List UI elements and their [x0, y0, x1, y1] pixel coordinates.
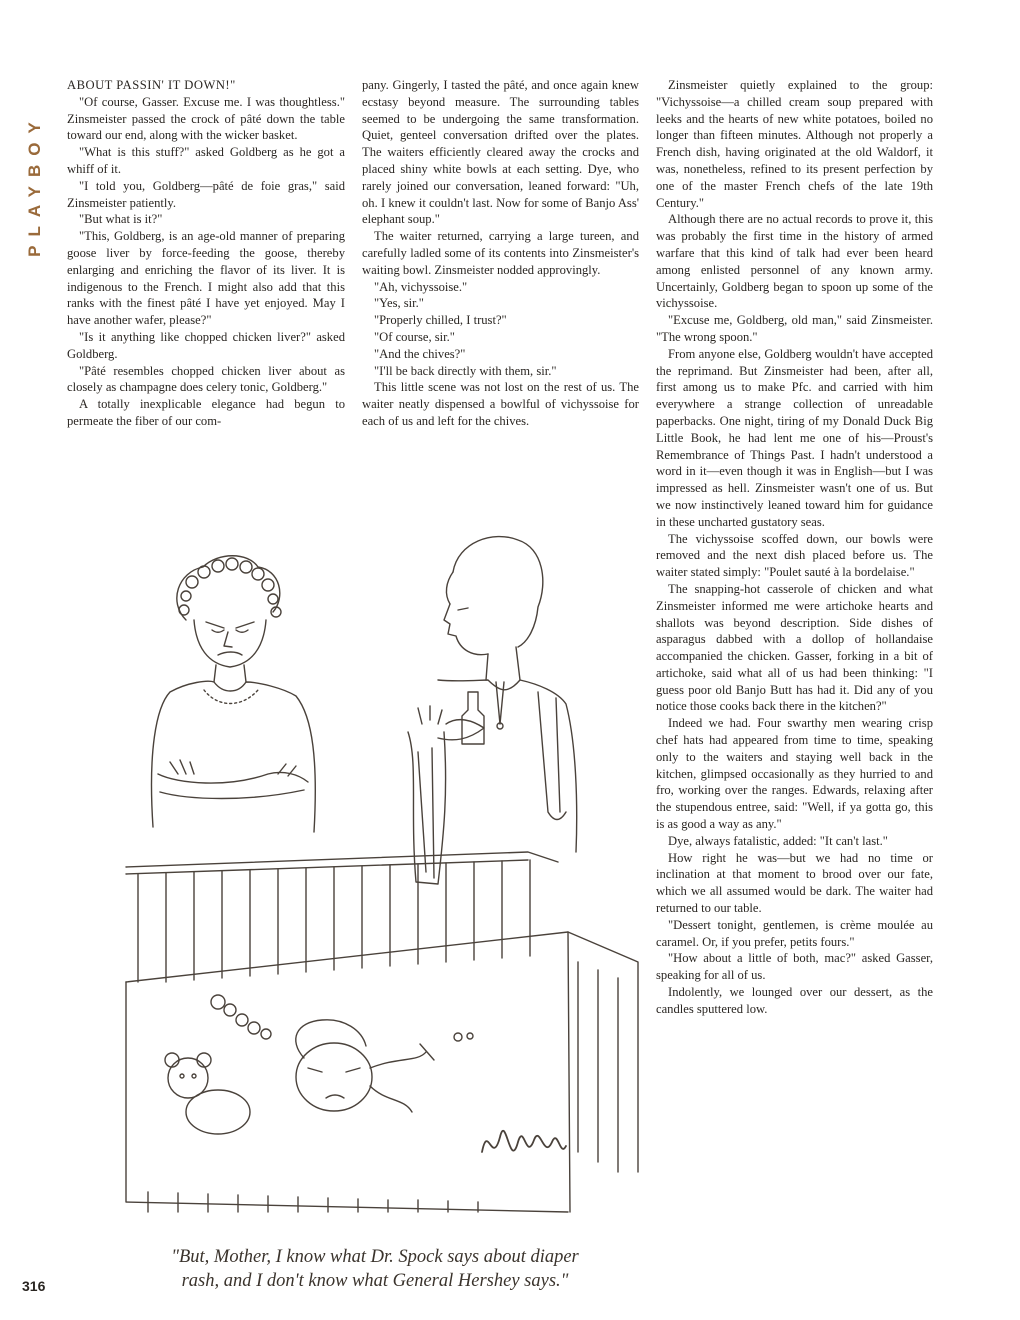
paragraph: "Excuse me, Goldberg, old man," said Zinsmeister. "The wrong spoon."	[656, 313, 933, 344]
paragraph: The waiter returned, carrying a large tureen, and carefully ladled some of its contents into Zinsmeister's waiting bowl. Zinsmeister nodded approvingly.	[362, 229, 639, 277]
paragraph: "But what is it?"	[79, 212, 163, 227]
text-column-1	[67, 77, 345, 430]
paragraph: "I told you, Goldberg—pâté de foie gras," said Zinsmeister patiently.	[67, 178, 345, 210]
text-column-3	[656, 77, 933, 1018]
paragraph: "Is it anything like chopped chicken liver?" asked Goldberg.	[67, 329, 345, 361]
paragraph: "This, Goldberg, is an age-old manner of preparing goose liver by force-feeding the goose, thereby enlarging and enriching the flavor of its liver. It is indigenous to the French. I might also add that this ranks with the finest pâté I have yet enjoyed. May I have another wafer, please?"	[67, 229, 345, 328]
paragraph: Although there are no actual records to prove it, this was probably the first time in the history of armed warfare that this kind of talk had ever been heard among enlisted personnel of any known army. Uncertainly, Goldberg began to spoon up some of the vichyssoise.	[656, 212, 933, 311]
paragraph: "I'll be back directly with them, sir."	[374, 363, 557, 378]
page-number: 316	[22, 1278, 46, 1294]
paragraph: "Ah, vichyssoise."	[374, 279, 468, 294]
cartoon-illustration	[108, 512, 640, 1252]
paragraph: "Of course, sir."	[374, 329, 455, 344]
paragraph: "Of course, Gasser. Excuse me. I was thoughtless." Zinsmeister passed the crock of pâté down the table toward our end, along with the wicker basket.	[67, 94, 345, 143]
artist-signature	[482, 1131, 566, 1152]
paragraph: Indolently, we lounged over our dessert, as the candles sputtered low.	[656, 985, 933, 1016]
paragraph: Dye, always fatalistic, added: "It can't last."	[668, 833, 888, 848]
paragraph: From anyone else, Goldberg wouldn't have accepted the reprimand. But Zinsmeister had been, after all, first among us to make Pfc. and carried with him everywhere a strange collection of unreadable paperbacks. One night, tiring of my Donald Duck Big Little Book, he had lent me one of his—Proust's Remembrance of Things Past. I hadn't understood a word in it—even though it was in English—but I was impressed as hell. Zinsmeister wasn't one of us. But we now instinctively leaned toward him for guidance in these uncharted gustatory seas.	[656, 346, 933, 529]
paragraph: "Properly chilled, I trust?"	[374, 313, 507, 328]
cartoon-caption	[100, 1245, 650, 1293]
paragraph: "Dessert tonight, gentlemen, is crème moulée au caramel. Or, if you prefer, petits fours."	[656, 917, 933, 949]
paragraph: How right he was—but we had no time or inclination at that moment to brood over our fate, which we all assumed would be dark. The waiter had returned to our table.	[656, 850, 933, 916]
paragraph: The vichyssoise scoffed down, our bowls were removed and the next dish placed before us. The waiter stated simply: "Poulet sauté à la bordelaise."	[656, 531, 933, 580]
baby-figure	[165, 995, 473, 1134]
paragraph: pany. Gingerly, I tasted the pâté, and once again knew ecstasy beyond measure. The surrounding tables seemed to be undergoing the same transformation. Quiet, genteel conversation drifted over the plates. The waiters efficiently cleared away the crocks and placed shiny white bowls at each setting. Dye, who rarely joined our conversation, leaned forward: "Uh, oh. I knew it couldn't last. Now for some of Banjo Ass' elephant soup."	[362, 78, 639, 227]
grandmother-figure	[408, 537, 577, 884]
paragraph: "And the chives?"	[374, 346, 466, 361]
text-column-2	[362, 77, 639, 430]
paragraph: The snapping-hot casserole of chicken and what Zinsmeister informed me were artichoke hearts and shallots was beyond description. Side dishes of asparagus dabbed with a dollop of hollandaise accompanied the chicken. Gasser, forking in a bit of artichoke, said what all of us had been thinking: "I guess poor old Banjo Butt has had it. Did any of you notice those cooks back there in the kitchen?"	[656, 581, 933, 714]
paragraph: Zinsmeister quietly explained to the group: "Vichyssoise—a chilled cream soup prepared with leeks and the hearts of new white potatoes, boiled no longer than fifteen minutes. Although not properly a French dish, having originated at the old Waldorf, it was, nonetheless, refined to its present perfection by one of the master French chefs of the late 19th Century."	[656, 78, 933, 210]
paragraph: A totally inexplicable elegance had begun to permeate the fiber of our com-	[67, 397, 345, 428]
paragraph: ABOUT PASSIN' IT DOWN!"	[67, 78, 236, 92]
caption-line: rash, and I don't know what General Hershey says."	[181, 1271, 569, 1291]
paragraph: Indeed we had. Four swarthy men wearing crisp chef hats had appeared from time to time, speaking only to the waiters and staying well back in the kitchen, glimpsed occasionally as they hurried to and fro, working over the ranges. Edwards, relaxing after the stupendous entree, said: "Well, if ya gotta go, this is as good a way as any."	[656, 716, 933, 832]
crib	[126, 852, 638, 1212]
paragraph: This little scene was not lost on the rest of us. The waiter neatly dispensed a bowlful of vichyssoise for each of us and left for the chives.	[362, 380, 639, 428]
paragraph: "Yes, sir."	[374, 296, 424, 311]
magazine-side-title: PLAYBOY	[25, 113, 44, 257]
caption-line: "But, Mother, I know what Dr. Spock says about diaper	[171, 1247, 579, 1267]
paragraph: "How about a little of both, mac?" asked Gasser, speaking for all of us.	[656, 951, 933, 983]
paragraph: "Pâté resembles chopped chicken liver about as closely as champagne does celery tonic, Goldberg."	[67, 363, 345, 395]
mother-figure	[152, 556, 316, 832]
paragraph: "What is this stuff?" asked Goldberg as he got a whiff of it.	[67, 145, 345, 176]
